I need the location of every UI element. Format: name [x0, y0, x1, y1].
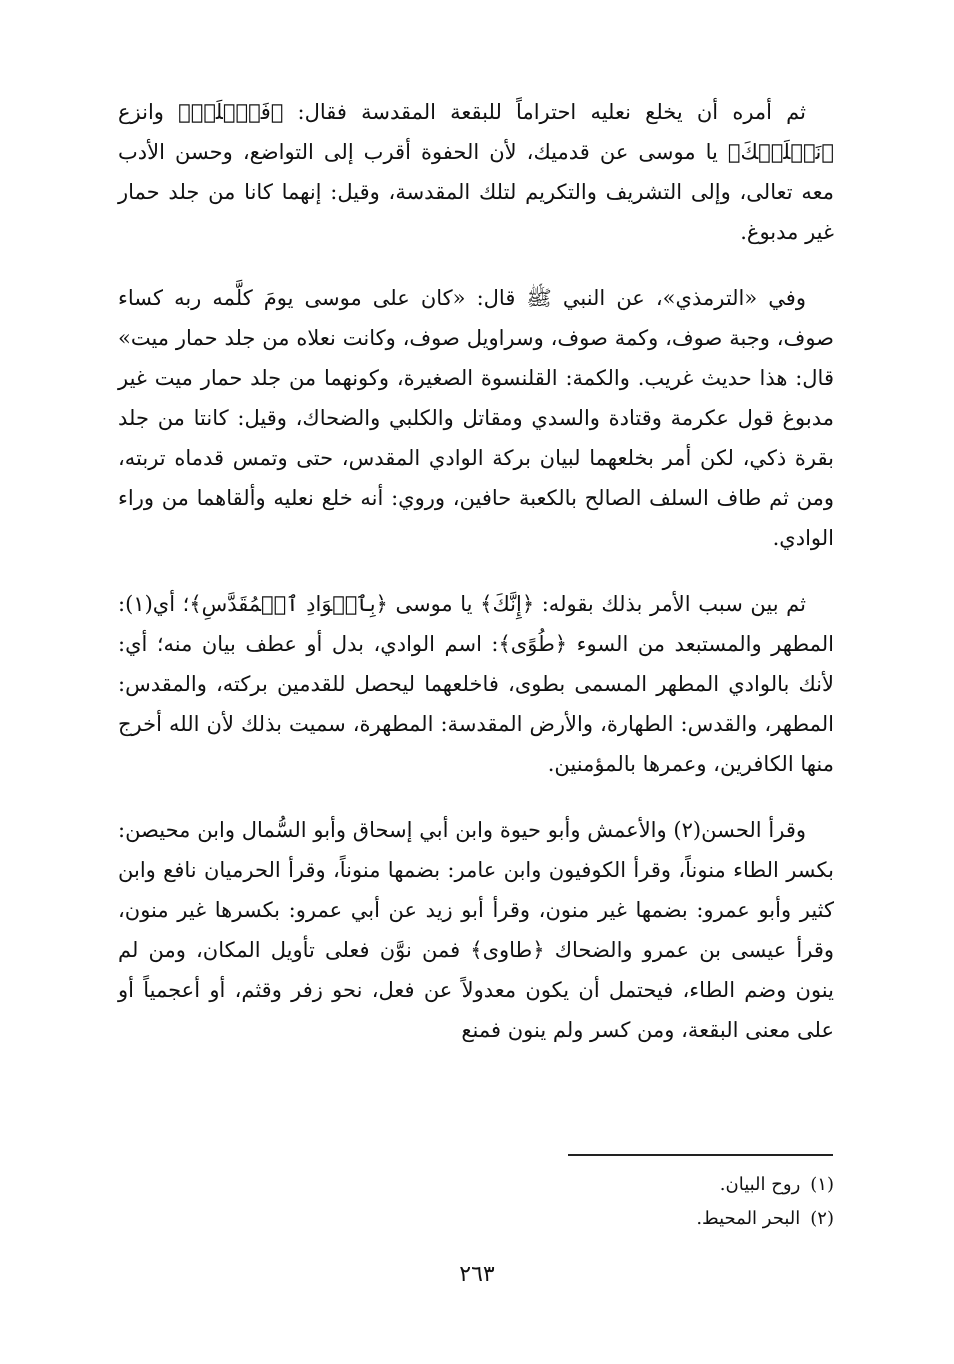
footnote-1 [540, 1168, 834, 1202]
footnote-2-number: (٢) [810, 1208, 834, 1229]
paragraph-3: ثم بين سبب الأمر بذلك بقوله: ﴿إِنَّكَ﴾ يا موسى ﴿بِٱلۡوَادِ ٱلۡمُقَدَّسِ﴾؛ أي(١): المطهر والمستبعد من السوء ﴿طُوًى﴾: اسم الوادي، بدل أو عطف بيان منه؛ أي: لأنك بالوادي المطهر المسمى بطوى، فاخلعهما ليحصل للقدمين بركته، والمقدس: المطهر، والقدس: الطهارة، والأرض المقدسة: المطهرة، سميت بذلك لأن الله أخرج منها الكافرين، وعمرها بالمؤمنين. [118, 592, 834, 776]
footnote-2 [540, 1202, 834, 1236]
page-body [118, 92, 834, 1076]
paragraph-2: وفي «الترمذي»، عن النبي ﷺ قال: «كان على موسى يومَ كلَّمه ربه كساء صوف، وجبة صوف، وكمة صوف، وسراويل صوف، وكانت نعلاه من جلد حمار ميت» قال: هذا حديث غريب. والكمة: القلنسوة الصغيرة، وكونهما من جلد حمار ميت غير مدبوغ قول عكرمة وقتادة والسدي ومقاتل والكلبي والضحاك، وقيل: كانتا من جلد بقرة ذكي، لكن أمر بخلعهما لبيان بركة الوادي المقدس، حتى وتمس قدماه تربته، ومن ثم طاف السلف الصالح بالكعبة حافين، وروي: أنه خلع نعليه وألقاهما من وراء الوادي. [118, 286, 834, 550]
paragraph-1: ثم أمره أن يخلع نعليه احتراماً للبقعة المقدسة فقال: ﴿فَٱخۡلَعۡ﴾ وانزع ﴿نَعۡلَيۡكَ﴾ يا موسى عن قدميك، لأن الحفوة أقرب إلى التواضع، وحسن الأدب معه تعالى، وإلى التشريف والتكريم لتلك المقدسة، وقيل: إنهما كانا من جلد حمار غير مدبوغ. [118, 100, 834, 244]
footnotes [540, 1168, 834, 1236]
footnote-2-text: البحر المحيط. [696, 1208, 801, 1229]
footnote-1-text: روح البيان. [719, 1174, 801, 1195]
footnote-divider [568, 1154, 833, 1156]
page-number: ٢٦٣ [459, 1262, 495, 1287]
paragraph-4: وقرأ الحسن(٢) والأعمش وأبو حيوة وابن أبي إسحاق وأبو السُّمال وابن محيصن: بكسر الطاء منوناً، وقرأ الكوفيون وابن عامر: بضمها منوناً، وقرأ الحرميان نافع وابن كثير وأبو عمرو: بضمها غير منون، وقرأ أبو زيد عن أبي عمرو: بكسرها غير منون، وقرأ عيسى بن عمرو والضحاك ﴿طاوى﴾ فمن نوَّن فعلى تأويل المكان، ومن لم ينون وضم الطاء، فيحتمل أن يكون معدولاً عن فعل، نحو زفر وقثم، أو أعجمياً أو على معنى البقعة، ومن كسر ولم ينون فمنع [118, 818, 834, 1042]
footnote-1-number: (١) [810, 1174, 834, 1195]
